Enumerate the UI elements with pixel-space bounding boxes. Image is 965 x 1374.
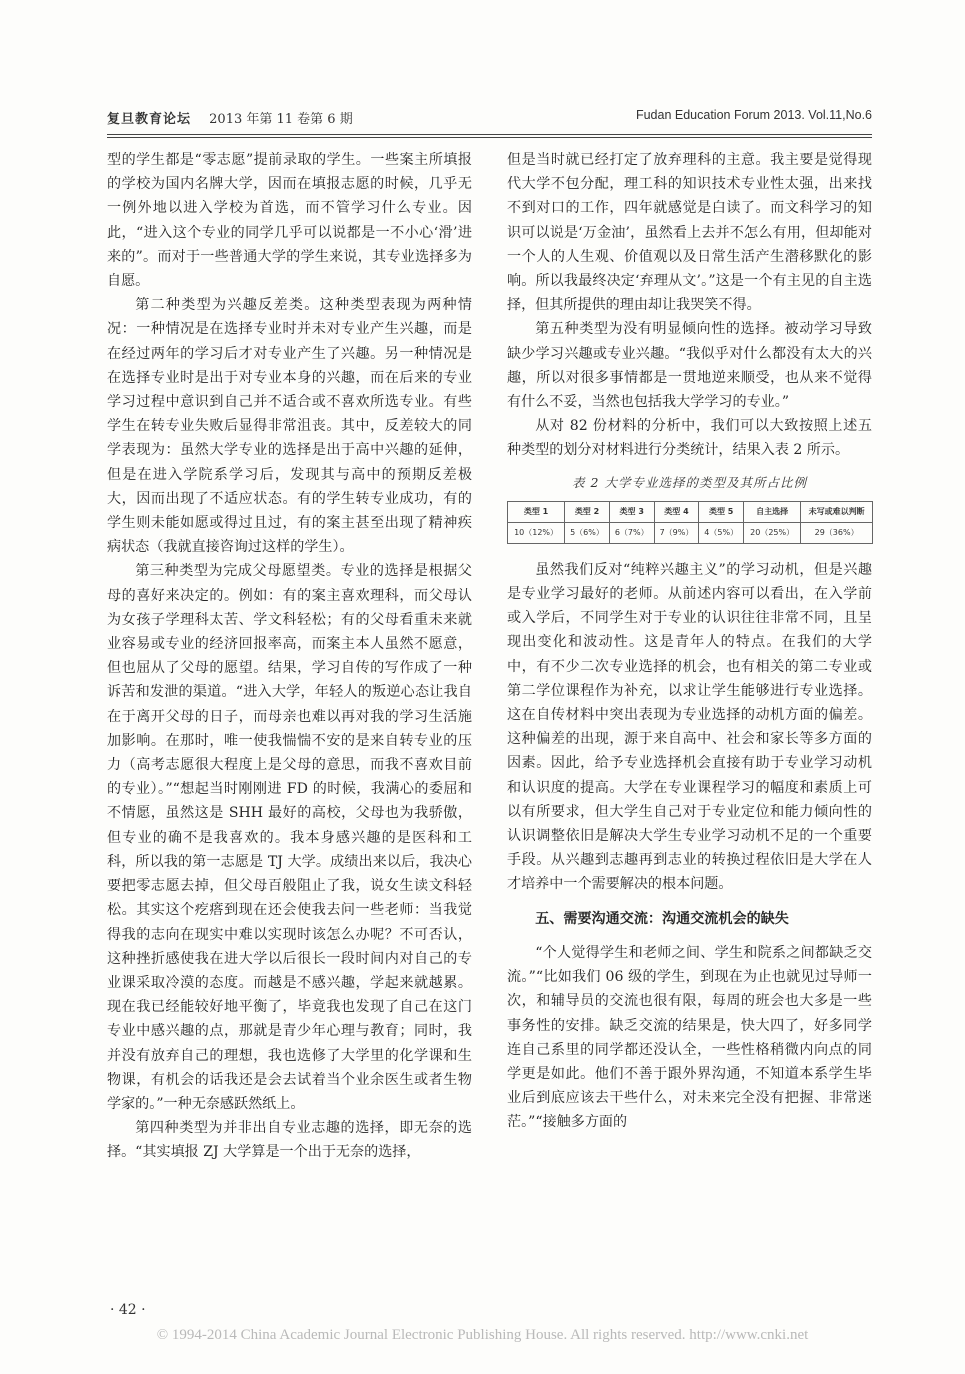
running-header-right: Fudan Education Forum 2013. Vol.11,No.6 [635, 108, 872, 122]
header-rule [107, 134, 872, 138]
paragraph: 第三种类型为完成父母愿望类。专业的选择是根据父母的喜好来决定的。例如：有的案主喜欢理科，而父母认为女孩子学理科太苦、学文科轻松；有的父母看重未来就业容易或专业的经济回报率高，而案主本人虽然不愿意，但也屈从了父母的愿望。结果，学习自传的写作成了一种诉苦和发泄的渠道。“进入大学，年轻人的叛逆心态让我自在于离开父母的日子，而母亲也难以再对我的学习生活施加影响。在那时，唯一使我惴惴不安的是来自转专业的压力（高考志愿很大程度上是父母的意思，而我不喜欢目前的专业）。”“想起当时刚刚进 FD 的时候，我满心的委屈和不情愿，虽然这是 SHH 最好的高校，父母也为我骄傲，但专业的确不是我喜欢的。我本身感兴趣的是医科和工科，所以我的第一志愿是 TJ 大学。成绩出来以后，我决心要把零志愿去掉，但父母百般阻止了我，说女生读文科轻松。其实这个疙瘩到现在还会使我去问一些老师：当我觉得我的志向在现实中难以实现时该怎么办呢？不可否认，这种挫折感使我在进大学以后很长一段时间内对自己的专业课采取冷漠的态度。而越是不感兴趣，学起来就越累。现在我已经能较好地平衡了，毕竟我也发现了自己在这门专业中感兴趣的点，那就是青少年心理与教育；同时，我并没有放弃自己的理想，我也选修了大学里的化学课和生物课，有机会的话我还是会去试着当个业余医生或者生物学家的。”一种无奈感跃然纸上。 [107, 563, 472, 1112]
table-caption: 表 2 大学专业选择的类型及其所占比例 [572, 474, 807, 490]
issue-info: 2013 年第 11 卷第 6 期 [209, 112, 353, 127]
running-header-left [107, 108, 353, 127]
table-cell: 6（7%） [609, 522, 654, 543]
table-cell: 7（9%） [654, 522, 699, 543]
table-row [508, 522, 873, 543]
paragraph: 第四种类型为并非出自专业志趣的选择，即无奈的选择。“其实填报 ZJ 大学算是一个出于无奈的选择， [107, 1120, 472, 1161]
right-column [507, 148, 872, 1135]
table-header-cell: 类型 1 [508, 501, 565, 522]
table-cell: 5（6%） [565, 522, 610, 543]
table-header-cell: 类型 2 [565, 501, 610, 522]
table-header-cell: 未写或难以判断 [801, 501, 873, 522]
table-header-cell: 类型 4 [654, 501, 699, 522]
paragraph: 但是当时就已经打定了放弃理科的主意。我主要是觉得现代大学不包分配，理工科的知识技术专业性太强，出来找不到对口的工作，四年就感觉是白读了。而文科学习的知识可以说是‘万金油’，虽然看上去并不怎么有用，但却能对一个人的人生观、价值观以及日常生活产生潜移默化的影响。所以我最终决定‘弃理从文’。”这是一个有主见的自主选择，但其所提供的理由却让我哭笑不得。 [507, 152, 872, 314]
table-header-row [508, 501, 873, 522]
table-cell: 4（5%） [699, 522, 744, 543]
paragraph: “个人觉得学生和老师之间、学生和院系之间都缺乏交流。”“比如我们 06 级的学生，到现在为止也就见过导师一次，和辅导员的交流也很有限，每周的班会也大多是一些事务性的安排。缺乏交流的结果是，快大四了，好多同学连自己系里的同学都还没认全，一些性格稍微内向点的同学更是如此。他们不善于跟外界沟通，不知道本系学生毕业后到底应该去干些什么，对未来完全没有把握、非常迷茫。”“接触多方面的 [507, 944, 872, 1131]
table-header-cell: 类型 5 [699, 501, 744, 522]
table-cell: 10（12%） [508, 522, 565, 543]
paragraph: 从对 82 份材料的分析中，我们可以大致按照上述五种类型的划分对材料进行分类统计，结果入表 2 所示。 [507, 418, 872, 459]
copyright-watermark: © 1994-2014 China Academic Journal Electronic Publishing House. All rights reserved. http://www.cnki.net [156, 1327, 809, 1343]
paragraph: 第五种类型为没有明显倾向性的选择。被动学习导致缺少学习兴趣或专业兴趣。“我似乎对什么都没有太大的兴趣，所以对很多事情都是一贯地逆来顺受，也从来不觉得有什么不妥，当然也包括我大学学习的专业。” [507, 321, 872, 411]
table-cell: 20（25%） [744, 522, 801, 543]
paragraph: 第二种类型为兴趣反差类。这种类型表现为两种情况：一种情况是在选择专业时并未对专业产生兴趣，而是在经过两年的学习后才对专业产生了兴趣。另一种情况是在选择专业时是出于对专业本身的兴趣，而在后来的专业学习过程中意识到自己并不适合或不喜欢所选专业。有些学生在转专业失败后显得非常沮丧。其中，反差较大的同学表现为：虽然大学专业的选择是出于高中兴趣的延伸，但是在进入学院系学习后，发现其与高中的预期反差极大，因而出现了不适应状态。有的学生转专业成功，有的学生则未能如愿或得过且过，有的案主甚至出现了精神疾病状态（我就直接咨询过这样的学生）。 [107, 297, 472, 556]
page-number: · 42 · [110, 1302, 146, 1318]
paragraph: 虽然我们反对“纯粹兴趣主义”的学习动机，但是兴趣是专业学习最好的老师。从前述内容可以看出，在入学前或入学后，不同学生对于专业的认识往往非常不同，且呈现出变化和波动性。这是青年人的特点。在我们的大学中，有不少二次专业选择的机会，也有相关的第二专业或第二学位课程作为补充，以求让学生能够进行专业选择。这在自传材料中突出表现为专业选择的动机方面的偏差。这种偏差的出现，源于来自高中、社会和家长等多方面的因素。因此，给予专业选择机会直接有助于专业学习动机和认识度的提高。大学在专业课程学习的幅度和素质上可以有所要求，但大学生自己对于专业定位和能力倾向性的认识调整依旧是解决大学生专业学习动机不足的一个重要手段。从兴趣到志趣再到志业的转换过程依旧是大学在人才培养中一个需要解决的根本问题。 [507, 561, 872, 893]
data-table [507, 501, 873, 544]
journal-title: 复旦教育论坛 [107, 112, 192, 127]
table-cell: 29（36%） [801, 522, 873, 543]
section-heading: 五、需要沟通交流：沟通交流机会的缺失 [535, 910, 789, 927]
left-column [107, 148, 472, 1165]
paragraph: 型的学生都是“零志愿”提前录取的学生。一些案主所填报的学校为国内名牌大学，因而在填报志愿的时候，几乎无一例外地以进入学校为首选，而不管学习什么专业。因此，“进入这个专业的同学几乎可以说都是一不小心‘滑’进来的”。而对于一些普通大学的学生来说，其专业选择多为自愿。 [107, 152, 472, 290]
table-header-cell: 自主选择 [744, 501, 801, 522]
table-header-cell: 类型 3 [609, 501, 654, 522]
